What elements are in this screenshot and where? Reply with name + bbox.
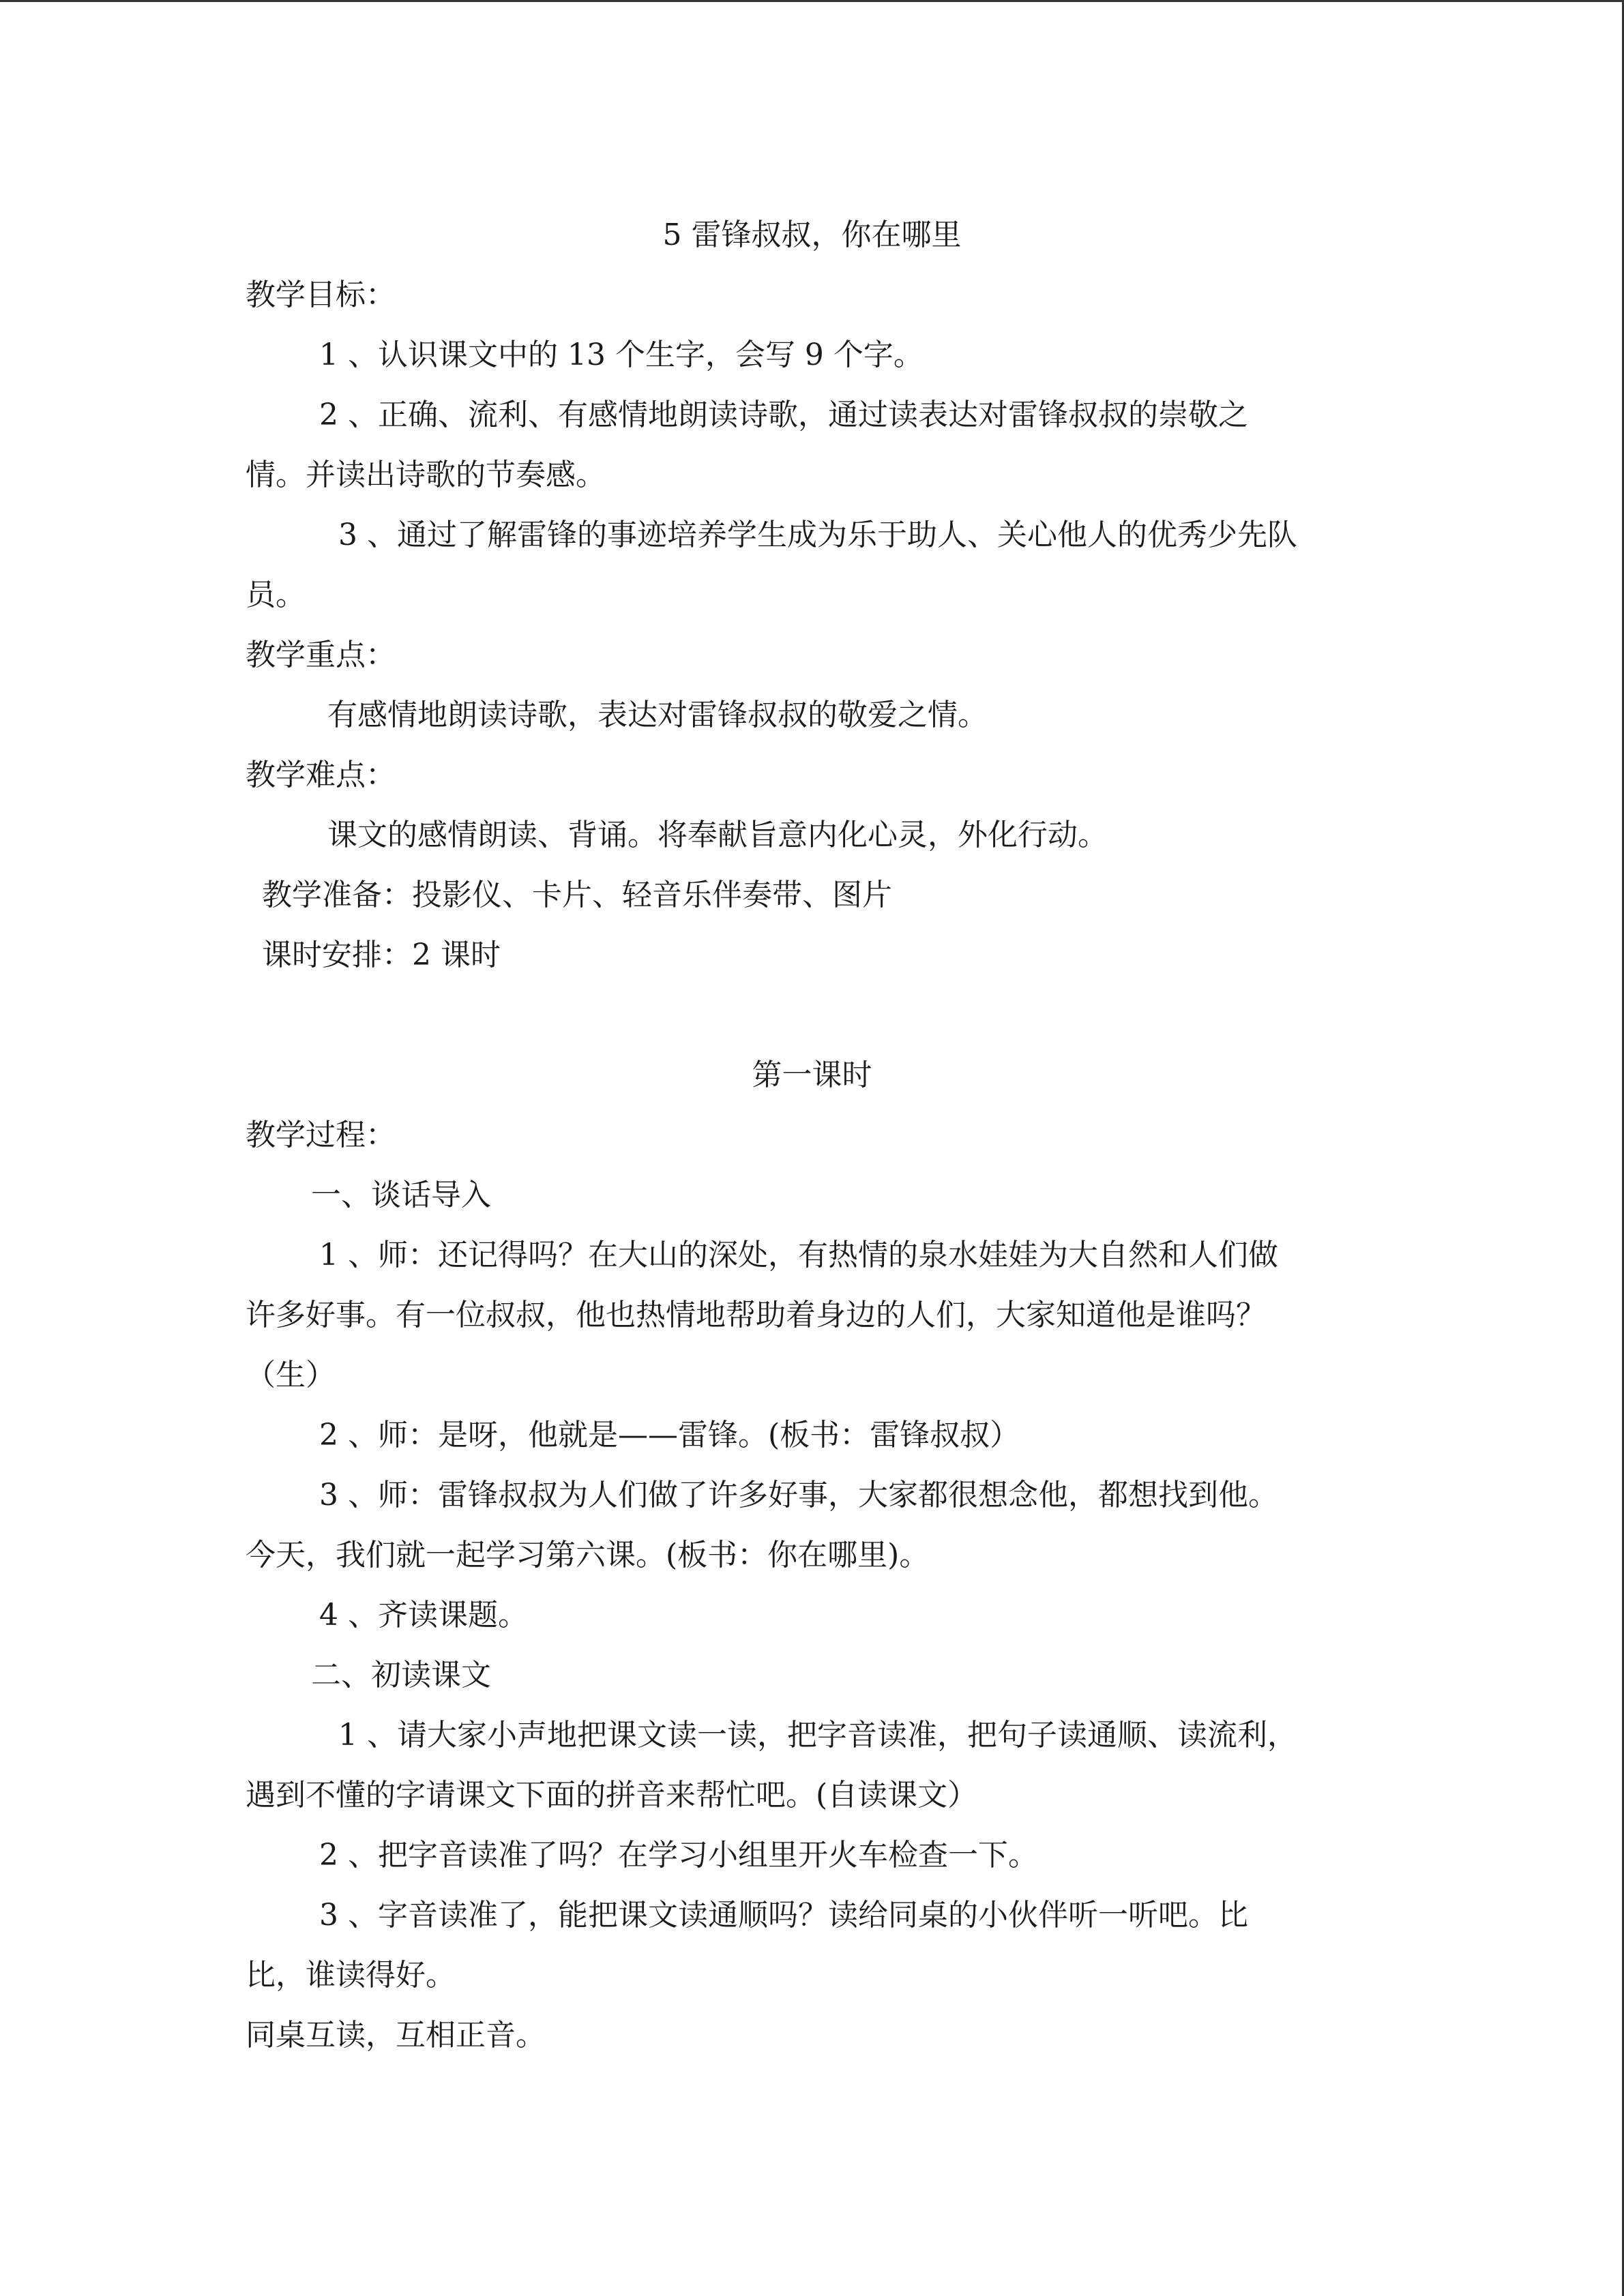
s1-item-2: 2 、师：是呀，他就是——雷锋。(板书：雷锋叔叔） <box>319 1418 1020 1452</box>
s2-item-2: 2 、把字音读准了吗？在学习小组里开火车检查一下。 <box>319 1838 1038 1873</box>
s2-item-3-line-1: 3 、字音读准了，能把课文读通顺吗？读给同桌的小伙伴听一听吧。比 <box>319 1898 1248 1933</box>
goal-3-line-1: 3 、通过了解雷锋的事迹培养学生成为乐于助人、关心他人的优秀少先队 <box>338 518 1297 552</box>
s2-item-1-line-2: 遇到不懂的字请课文下面的拼音来帮忙吧。(自读课文） <box>246 1778 978 1813</box>
difficulties-heading: 教学难点： <box>246 758 396 792</box>
schedule: 课时安排：2 课时 <box>262 938 501 972</box>
goals-heading: 教学目标： <box>246 278 396 312</box>
lesson-1-title: 第一课时 <box>752 1058 872 1092</box>
section-1-heading: 一、谈话导入 <box>311 1178 491 1212</box>
s1-item-1-line-1: 1 、师：还记得吗？在大山的深处，有热情的泉水娃娃为大自然和人们做 <box>319 1238 1278 1272</box>
s1-item-4: 4 、齐读课题。 <box>319 1598 528 1632</box>
key-points-text: 有感情地朗读诗歌，表达对雷锋叔叔的敬爱之情。 <box>327 698 988 732</box>
lesson-title: 5 雷锋叔叔，你在哪里 <box>662 218 962 252</box>
s1-item-1-line-3: （生） <box>246 1358 336 1392</box>
goal-2-line-2: 情。并读出诗歌的节奏感。 <box>246 458 606 492</box>
key-points-heading: 教学重点： <box>246 638 396 672</box>
section-2-heading: 二、初读课文 <box>311 1658 491 1693</box>
s2-item-3-line-2: 比，谁读得好。 <box>246 1958 456 1993</box>
goal-2-line-1: 2 、正确、流利、有感情地朗读诗歌，通过读表达对雷锋叔叔的崇敬之 <box>319 398 1248 432</box>
s1-item-3-line-1: 3 、师：雷锋叔叔为人们做了许多好事，大家都很想念他，都想找到他。 <box>319 1478 1278 1512</box>
preparation: 教学准备：投影仪、卡片、轻音乐伴奏带、图片 <box>262 878 892 912</box>
s2-item-1-line-1: 1 、请大家小声地把课文读一读，把字音读准，把句子读通顺、读流利， <box>338 1718 1297 1753</box>
difficulties-text: 课文的感情朗读、背诵。将奉献旨意内化心灵，外化行动。 <box>327 818 1108 852</box>
process-heading: 教学过程： <box>246 1118 396 1152</box>
goal-1: 1 、认识课文中的 13 个生字，会写 9 个字。 <box>319 338 924 372</box>
s1-item-3-line-2: 今天，我们就一起学习第六课。(板书：你在哪里)。 <box>246 1538 930 1572</box>
goal-3-line-2: 员。 <box>246 578 306 612</box>
s2-item-4: 同桌互读，互相正音。 <box>246 2018 546 2053</box>
s1-item-1-line-2: 许多好事。有一位叔叔，他也热情地帮助着身边的人们，大家知道他是谁吗？ <box>246 1298 1266 1332</box>
